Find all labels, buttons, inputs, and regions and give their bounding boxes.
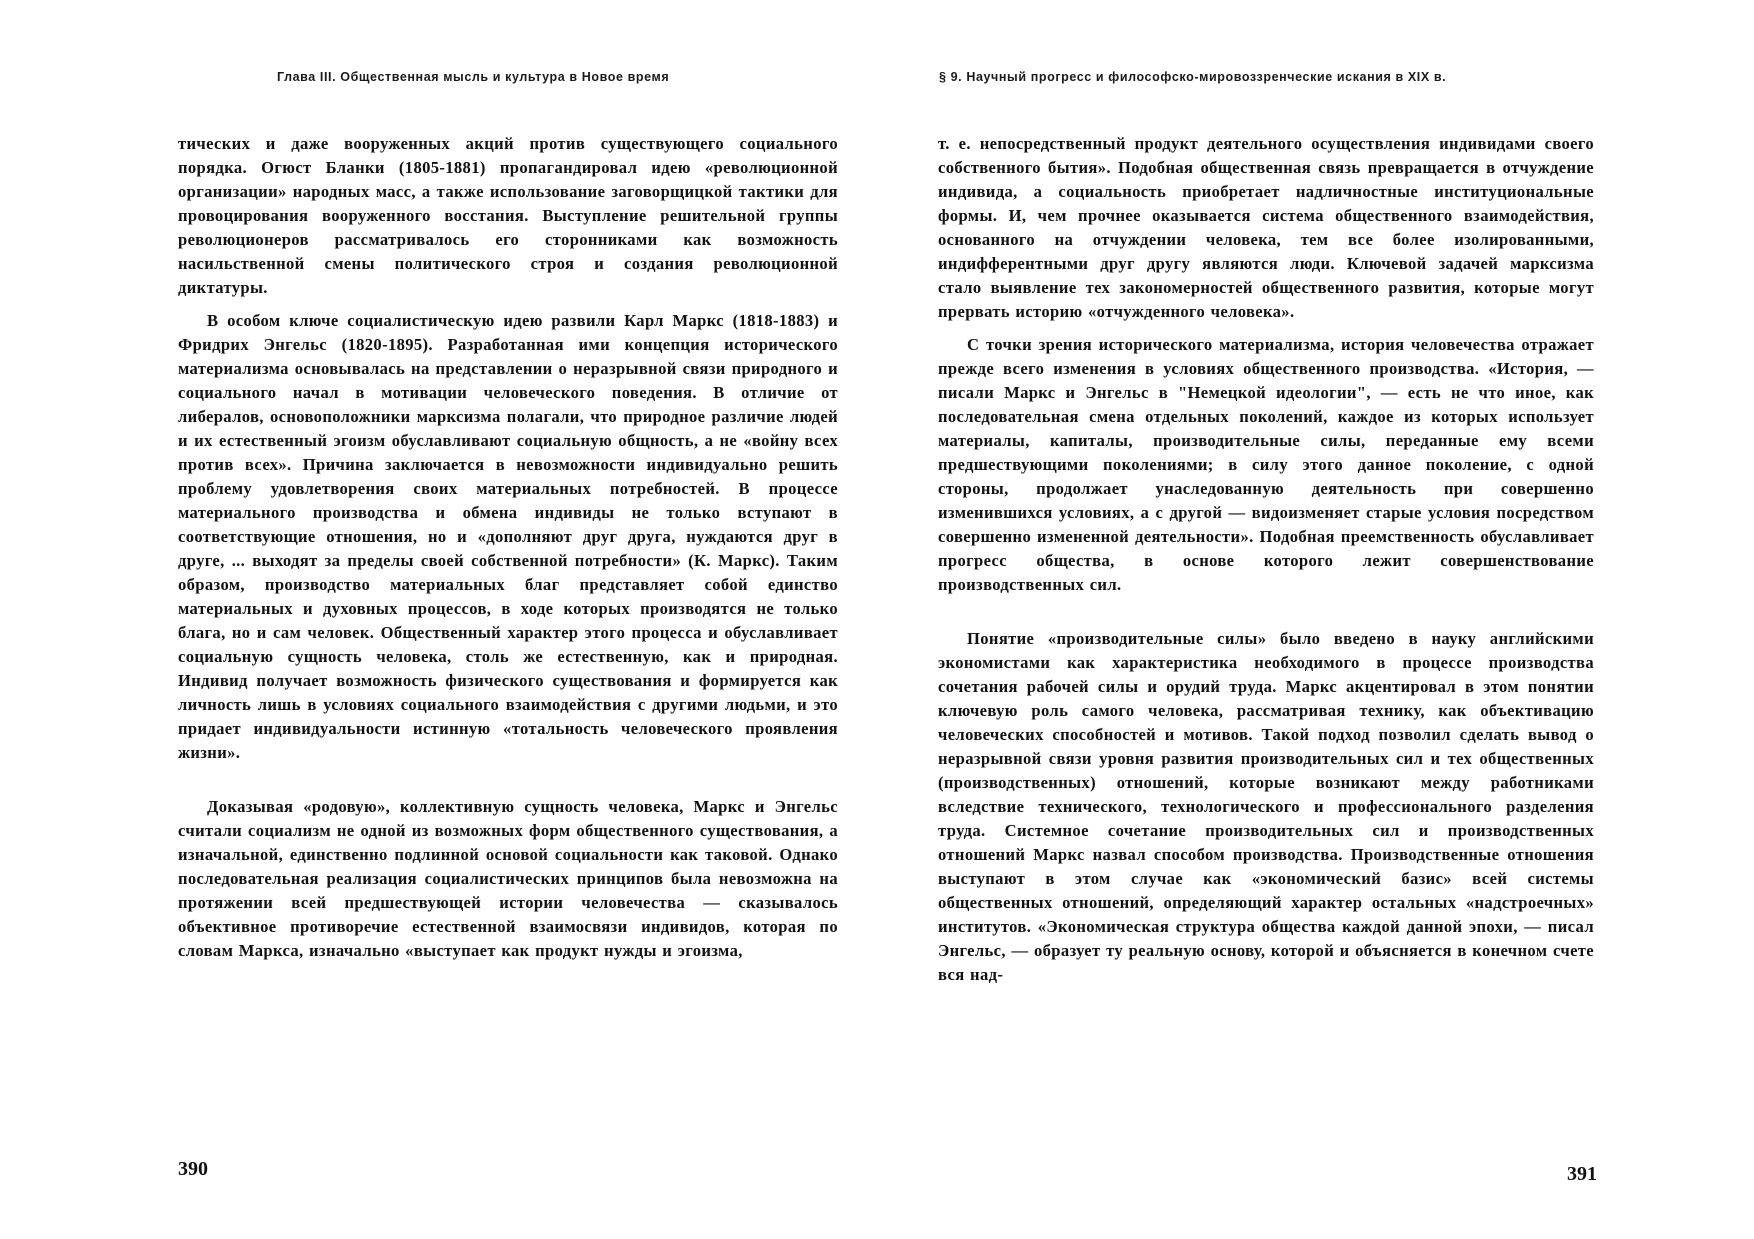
right-page bbox=[877, 0, 1754, 1239]
paragraph: Понятие «производительные силы» было введено в науку английскими экономистами как характеристика необходимого в процессе производства сочетания рабочей силы и орудий труда. Маркс акцентировал в этом понятии ключевую роль самого человека, рассматривая технику, как объективацию человеческих способностей и мотивов. Такой подход позволил сделать вывод о неразрывной связи уровня развития производительных сил и тех общественных (производственных) отношений, которые возникают между работниками вследствие технического, технологического и профессионального разделения труда. Системное сочетание производительных сил и производственных отношений Маркс назвал способом производства. Производственные отношения выступают в этом случае как «экономический базис» всей системы общественных отношений, определяющий характер остальных «надстроечных» институтов. «Экономическая структура общества каждой данной эпохи, — писал Энгельс, — образует ту реальную основу, которой и объясняется в конечном счете вся над- bbox=[938, 629, 1594, 984]
running-head-left: Глава III. Общественная мысль и культура в Новое время bbox=[277, 70, 670, 84]
right-page-body bbox=[938, 132, 1594, 987]
page-number-right: 391 bbox=[1567, 1163, 1597, 1185]
paragraph: С точки зрения исторического материализма, история человечества отражает прежде всего изменения в условиях общественного производства. «История, — писали Маркс и Энгельс в "Немецкой идеологии", — есть не что иное, как последовательная смена отдельных поколений, каждое из которых использует материалы, капиталы, производительные силы, переданные ему всеми предшествующими поколениями; в силу этого данное поколение, с одной стороны, продолжает унаследованную деятельность при совершенно изменившихся условиях, а с другой — видоизменяет старые условия посредством совершенно измененной деятельности». Подобная преемственность обуславливает прогресс общества, в основе которого лежит совершенствование производственных сил. bbox=[938, 335, 1594, 594]
running-head-right: § 9. Научный прогресс и философско-мировоззренческие искания в XIX в. bbox=[939, 70, 1447, 84]
left-page-body bbox=[178, 132, 838, 963]
paragraph: Доказывая «родовую», коллективную сущность человека, Маркс и Энгельс считали социализм не одной из возможных форм общественного существования, а изначальной, единственно подлинной основой социальности как таковой. Однако последовательная реализация социалистических принципов была невозможна на протяжении всей предшествующей истории человечества — сказывалось объективное противоречие естественной взаимосвязи индивидов, которая по словам Маркса, изначально «выступает как продукт нужды и эгоизма, bbox=[178, 797, 838, 960]
paragraph: В особом ключе социалистическую идею развили Карл Маркс (1818-1883) и Фридрих Энгельс (1820-1895). Разработанная ими концепция исторического материализма основывалась на представлении о неразрывной связи природного и социального начал в мотивации человеческого поведения. В отличие от либералов, основоположники марксизма полагали, что природное различие людей и их естественный эгоизм обуславливают социальную общность, а не «войну всех против всех». Причина заключается в невозможности индивидуально решить проблему удовлетворения своих материальных потребностей. В процессе материального производства и обмена индивиды не только вступают в соответствующие отношения, но и «дополняют друг друга, нуждаются друг в друге, ... выходят за пределы своей собственной потребности» (К. Маркс). Таким образом, производство материальных благ представляет собой единство материальных и духовных процессов, в ходе которых производятся не только блага, но и сам человек. Общественный характер этого процесса и обуславливает социальную сущность человека, столь же естественную, как и природная. Индивид получает возможность физического существования и формируется как личность лишь в условиях социального взаимодействия с другими людьми, и это придает индивидуальности истинную «тотальность человеческого проявления жизни». bbox=[178, 311, 838, 762]
page-number-left: 390 bbox=[178, 1158, 208, 1180]
paragraph: т. е. непосредственный продукт деятельного осуществления индивидами своего собственного бытия». Подобная общественная связь превращается в отчуждение индивида, а социальность приобретает надличностные институциональные формы. И, чем прочнее оказывается система общественного взаимодействия, основанного на отчуждении человека, тем все более изолированными, индифферентными друг другу являются люди. Ключевой задачей марксизма стало выявление тех закономерностей общественного развития, которые могут прервать историю «отчужденного человека». bbox=[938, 134, 1594, 321]
paragraph: тических и даже вооруженных акций против существующего социального порядка. Огюст Бланки (1805-1881) пропагандировал идею «революционной организации» народных масс, а также использование заговорщицкой тактики для провоцирования вооруженного восстания. Выступление решительной группы революционеров рассматривалось его сторонниками как возможность насильственной смены политического строя и создания революционной диктатуры. bbox=[178, 134, 838, 297]
